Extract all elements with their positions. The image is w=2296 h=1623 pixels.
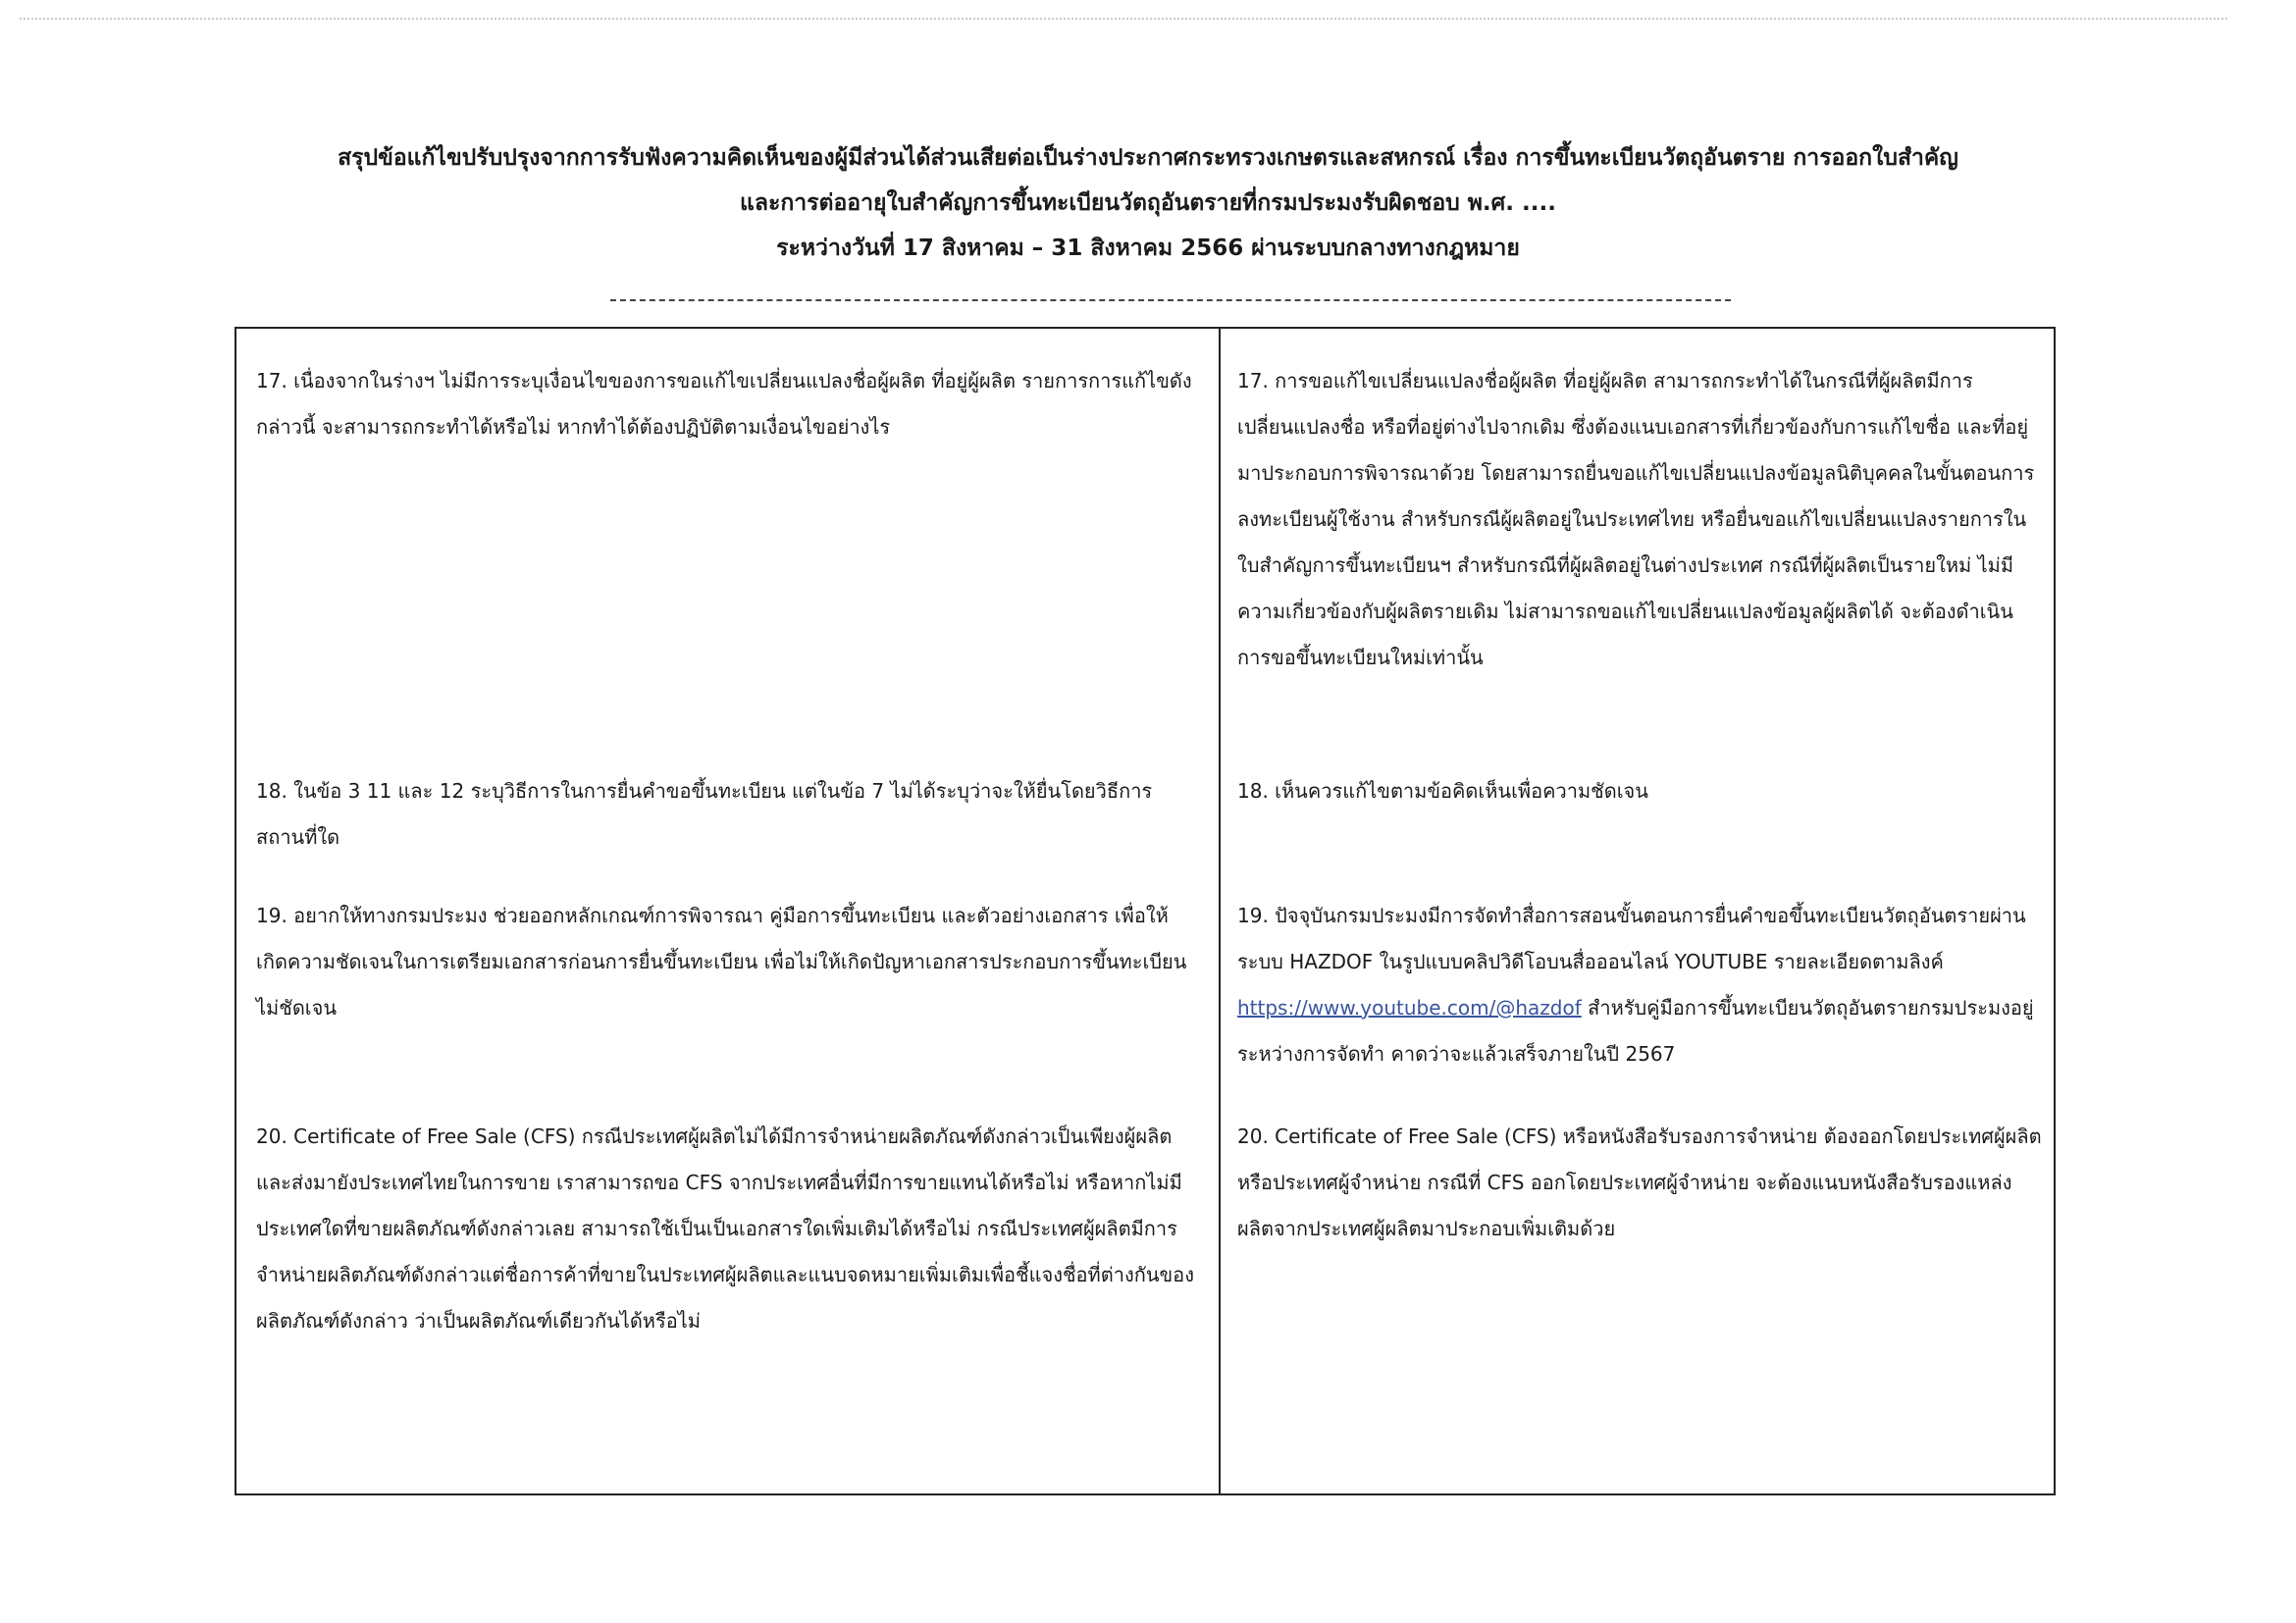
response-20: 20. Certificate of Free Sale (CFS) หรือหนังสือรับรองการจำหน่าย ต้องออกโดยประเทศผู้ผลิตหรือประเทศผู้จำหน่าย กรณีที่ CFS ออกโดยประเทศผู้จำหน่าย จะต้องแนบหนังสือรับรองแหล่งผลิตจากประเทศผู้ผลิตมาประกอบเพิ่มเติมด้วย (1237, 1125, 2042, 1240)
youtube-link[interactable]: https://www.youtube.com/@hazdof (1237, 996, 1582, 1020)
comment-17: 17. เนื่องจากในร่างฯ ไม่มีการระบุเงื่อนไขของการขอแก้ไขเปลี่ยนแปลงชื่อผู้ผลิต ที่อยู่ผู้ผลิต รายการการแก้ไขดังกล่าวนี้ จะสามารถกระทำได้หรือไม่ หากทำได้ต้องปฏิบัติตามเงื่อนไขอย่างไร (256, 369, 1192, 439)
document-title (294, 135, 2002, 271)
title-line-1: สรุปข้อแก้ไขปรับปรุงจากการรับฟังความคิดเห็นของผู้มีส่วนได้ส่วนเสียต่อเป็นร่างประกาศกระทรวงเกษตรและสหกรณ์ เรื่อง การขึ้นทะเบียนวัตถุอันตราย การออกใบสำคัญ (338, 145, 1958, 171)
title-divider (610, 299, 1731, 301)
comments-table (235, 327, 2056, 1495)
response-17: 17. การขอแก้ไขเปลี่ยนแปลงชื่อผู้ผลิต ที่อยู่ผู้ผลิต สามารถกระทำได้ในกรณีที่ผู้ผลิตมีการเปลี่ยนแปลงชื่อ หรือที่อยู่ต่างไปจากเดิม ซึ่งต้องแนบเอกสารที่เกี่ยวข้องกับการแก้ไขชื่อ และที่อยู่มาประกอบการพิจารณาด้วย โดยสามารถยื่นขอแก้ไขเปลี่ยนแปลงข้อมูลนิติบุคคลในขั้นตอนการลงทะเบียนผู้ใช้งาน สำหรับกรณีผู้ผลิตอยู่ในประเทศไทย หรือยื่นขอแก้ไขเปลี่ยนแปลงรายการในใบสำคัญการขึ้นทะเบียนฯ สำหรับกรณีที่ผู้ผลิตอยู่ในต่างประเทศ กรณีที่ผู้ผลิตเป็นรายใหม่ ไม่มีความเกี่ยวข้องกับผู้ผลิตรายเดิม ไม่สามารถขอแก้ไขเปลี่ยนแปลงข้อมูลผู้ผลิตได้ จะต้องดำเนินการขอขึ้นทะเบียนใหม่เท่านั้น (1237, 369, 2035, 669)
scan-edge-line (20, 18, 2227, 20)
title-line-3: ระหว่างวันที่ 17 สิงหาคม – 31 สิงหาคม 2566 ผ่านระบบกลางทางกฎหมาย (776, 236, 1520, 261)
response-18: 18. เห็นควรแก้ไขตามข้อคิดเห็นเพื่อความชัดเจน (1237, 779, 1648, 803)
comment-20: 20. Certificate of Free Sale (CFS) กรณีประเทศผู้ผลิตไม่ได้มีการจำหน่ายผลิตภัณฑ์ดังกล่าวเป็นเพียงผู้ผลิตและส่งมายังประเทศไทยในการขาย เราสามารถขอ CFS จากประเทศอื่นที่มีการขายแทนได้หรือไม่ หรือหากไม่มีประเทศใดที่ขายผลิตภัณฑ์ดังกล่าวเลย สามารถใช้เป็นเป็นเอกสารใดเพิ่มเติมได้หรือไม่ กรณีประเทศผู้ผลิตมีการจำหน่ายผลิตภัณฑ์ดังกล่าวแต่ชื่อการค้าที่ขายในประเทศผู้ผลิตและแนบจดหมายเพิ่มเติมเพื่อชี้แจงชื่อที่ต่างกันของผลิตภัณฑ์ดังกล่าว ว่าเป็นผลิตภัณฑ์เดียวกันได้หรือไม่ (256, 1125, 1194, 1333)
response-19 (1237, 893, 2042, 1077)
comment-19: 19. อยากให้ทางกรมประมง ช่วยออกหลักเกณฑ์การพิจารณา คู่มือการขึ้นทะเบียน และตัวอย่างเอกสาร เพื่อให้เกิดความชัดเจนในการเตรียมเอกสารก่อนการยื่นขึ้นทะเบียน เพื่อไม่ให้เกิดปัญหาเอกสารประกอบการขึ้นทะเบียนไม่ชัดเจน (256, 904, 1187, 1020)
title-line-2: และการต่ออายุใบสำคัญการขึ้นทะเบียนวัตถุอันตรายที่กรมประมงรับผิดชอบ พ.ศ. .... (740, 190, 1556, 216)
comment-18: 18. ในข้อ 3 11 และ 12 ระบุวิธีการในการยื่นคำขอขึ้นทะเบียน แต่ในข้อ 7 ไม่ได้ระบุว่าจะให้ยื่นโดยวิธีการ สถานที่ใด (256, 779, 1153, 849)
response-19-text: 19. ปัจจุบันกรมประมงมีการจัดทำสื่อการสอนขั้นตอนการยื่นคำขอขึ้นทะเบียนวัตถุอันตรายผ่านระบบ HAZDOF ในรูปแบบคลิปวิดีโอบนสื่อออนไลน์ YOUTUBE รายละเอียดตามลิงค์ (1237, 904, 2026, 973)
column-divider (1219, 329, 1221, 1493)
response-19-text-end: สำหรับคู่มือการขึ้นทะเบียนวัตถุอันตรายกรมประมงอยู่ระหว่างการจัดทำ คาดว่าจะแล้วเสร็จภายในปี 2567 (1237, 996, 2034, 1066)
